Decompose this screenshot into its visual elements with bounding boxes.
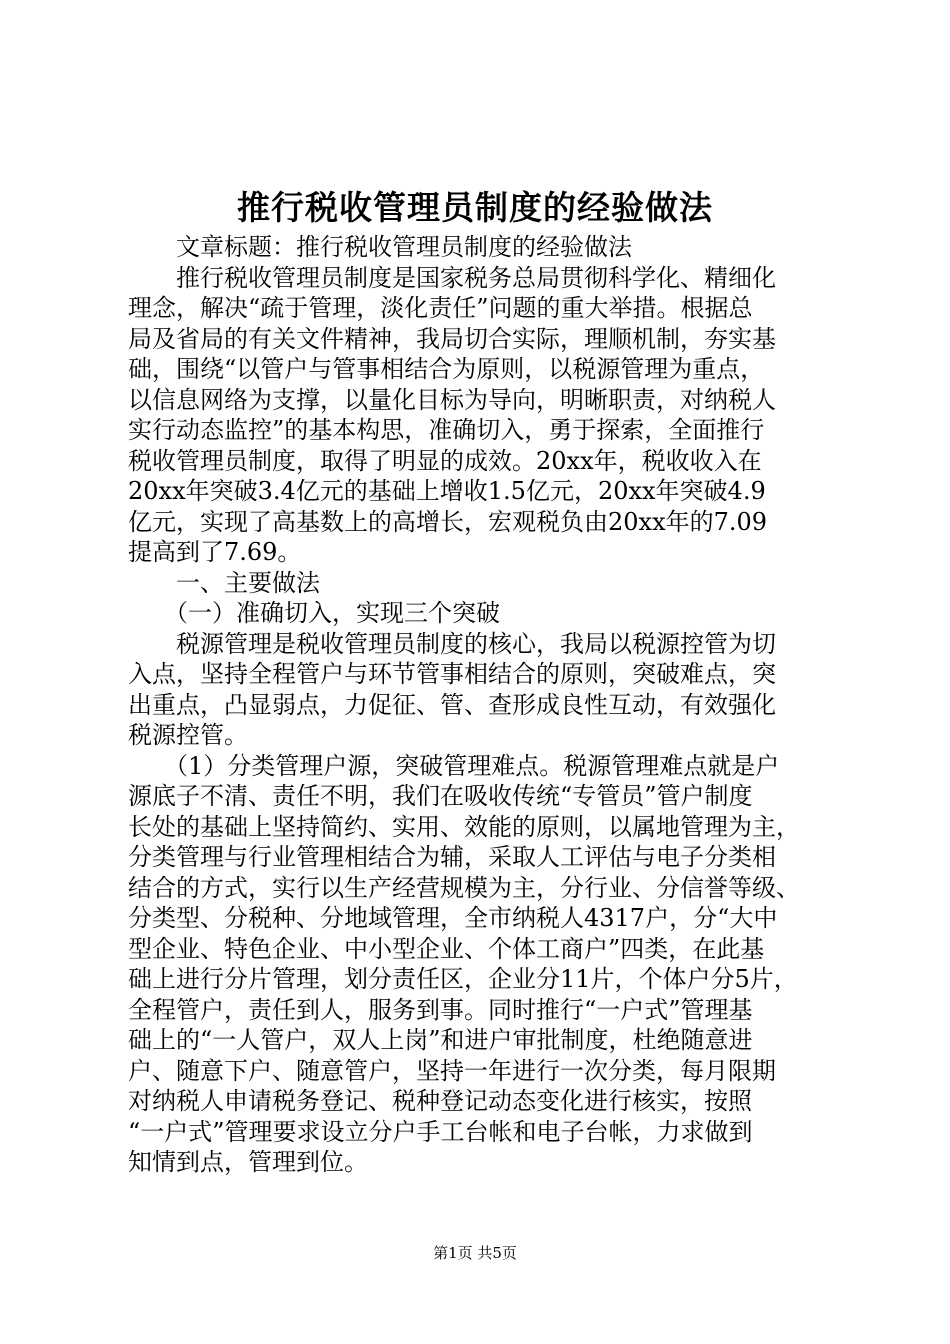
body-line: （1）分类管理户源，突破管理难点。税源管理难点就是户 [128,751,780,780]
page-footer: 第1页 共5页 [433,1244,517,1262]
body-line: 提高到了7.69。 [128,538,302,566]
body-line: 税源控管。 [128,721,248,749]
body-line: 以信息网络为支撑，以量化目标为导向，明晰职责，对纳税人 [128,385,776,414]
body-line: 推行税收管理员制度是国家税务总局贯彻科学化、精细化 [128,263,776,292]
body-line: 局及省局的有关文件精神，我局切合实际，理顺机制，夯实基 [128,324,776,353]
document-title: 推行税收管理员制度的经验做法 [237,188,713,227]
body-line: 文章标题：推行税收管理员制度的经验做法 [128,233,632,261]
body-line: 础上的“一人管户，双人上岗”和进户审批制度，杜绝随意进 [128,1026,753,1054]
body-line: 税收管理员制度，取得了明显的成效。20xx年，税收收入在 [128,446,762,475]
body-line: 分类管理与行业管理相结合为辅，采取人工评估与电子分类相 [128,843,776,871]
body-line: 出重点，凸显弱点，力促征、管、查形成良性互动，有效强化 [128,690,776,719]
body-line: 知情到点，管理到位。 [128,1148,368,1176]
body-line: 对纳税人申请税务登记、税种登记动态变化进行核实，按照 [128,1087,752,1115]
body-line: 础，围绕“以管户与管事相结合为原则，以税源管理为重点， [128,355,765,383]
body-line: 入点，坚持全程管户与环节管事相结合的原则，突破难点，突 [128,660,776,688]
body-line: 分类型、分税种、分地域管理，全市纳税人4317户，分“大中 [128,904,778,932]
body-line: 理念，解决“疏于管理，淡化责任”问题的重大举措。根据总 [128,294,753,322]
subsection-heading: （一）准确切入，实现三个突破 [128,599,500,627]
body-line: 20xx年突破3.4亿元的基础上增收1.5亿元，20xx年突破4.9 [128,477,766,505]
body-line: 全程管户，责任到人，服务到事。同时推行“一户式”管理基 [128,995,753,1024]
body-line: “一户式”管理要求设立分户手工台帐和电子台帐，力求做到 [128,1117,753,1146]
section-heading: 一、主要做法 [128,568,320,597]
body-line: 长处的基础上坚持简约、实用、效能的原则，以属地管理为主， [128,812,800,841]
body-line: 户、随意下户、随意管户，坚持一年进行一次分类，每月限期 [128,1056,776,1085]
body-line: 型企业、特色企业、中小型企业、个体工商户”四类，在此基 [128,934,765,963]
body-line: 结合的方式，实行以生产经营规模为主，分行业、分信誉等级、 [128,873,800,902]
document-body [128,232,834,1178]
body-line: 实行动态监控”的基本构思，准确切入，勇于探索，全面推行 [128,416,765,444]
body-line: 亿元，实现了高基数上的高增长，宏观税负由20xx年的7.09 [128,507,768,536]
body-line: 础上进行分片管理，划分责任区，企业分11片，个体户分5片， [128,965,798,993]
body-line: 源底子不清、责任不明，我们在吸收传统“专管员”管户制度 [128,782,753,810]
body-line: 税源管理是税收管理员制度的核心，我局以税源控管为切 [128,629,776,658]
